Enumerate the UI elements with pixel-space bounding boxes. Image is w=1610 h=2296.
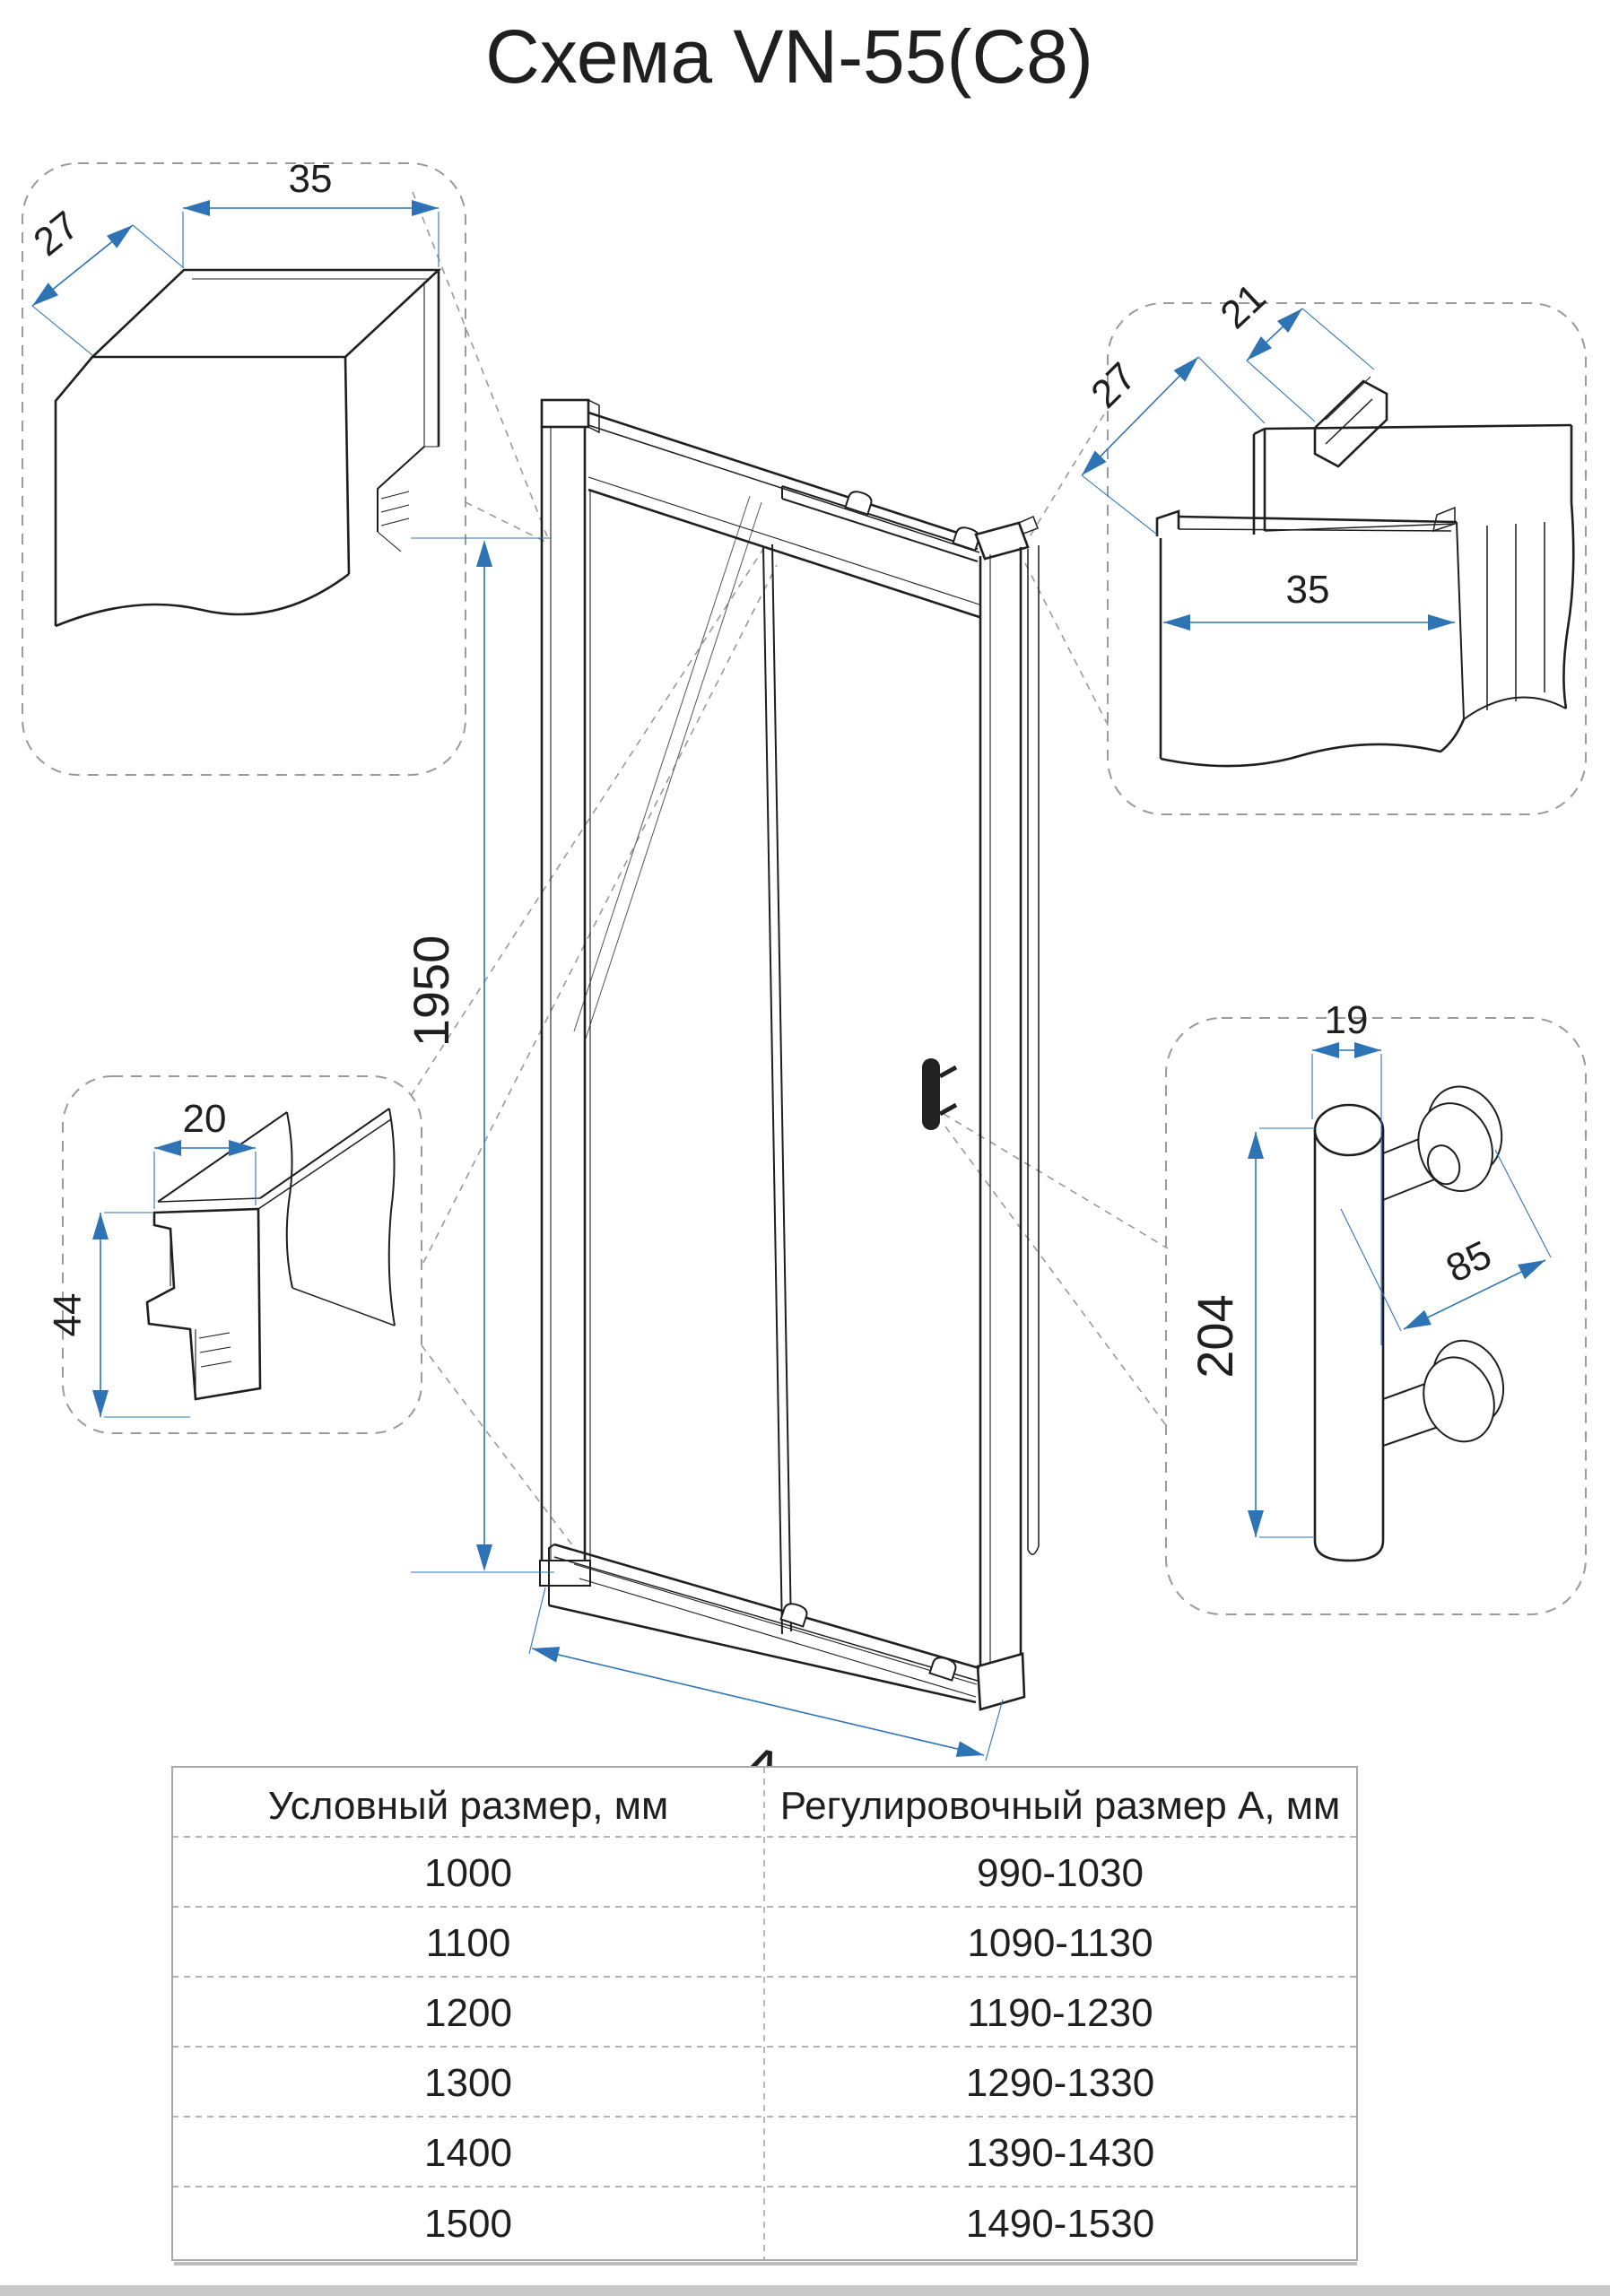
dim-arrow-icon <box>1248 1132 1264 1159</box>
dim-arrow-icon <box>1428 614 1455 631</box>
guide-bracket-icon <box>930 1656 958 1681</box>
dimension-tick <box>183 212 439 267</box>
table-cell-range: 1390-1430 <box>965 2131 1155 2175</box>
profile-depth-label: 27 <box>1083 354 1145 417</box>
leader-line <box>423 565 777 1263</box>
center-mullion <box>763 544 791 1634</box>
profile-line <box>1179 529 1451 531</box>
page-title: Схема VN-55(C8) <box>485 14 1093 99</box>
bottom-strip <box>0 2285 1610 2296</box>
left-post-cap <box>542 400 588 427</box>
handle-length-label: 204 <box>1187 1294 1243 1378</box>
bottom-rail-line <box>554 1557 978 1681</box>
leader-line <box>1025 563 1110 728</box>
profile-slot <box>378 447 424 532</box>
dim-arrow-icon <box>27 283 58 312</box>
bottom-rail-line <box>574 1564 977 1697</box>
table-header-size: Условный размер, мм <box>267 1784 669 1828</box>
leader-lines <box>411 192 1168 1550</box>
profile-torn-edge <box>56 574 349 626</box>
height-dimension <box>403 538 554 1572</box>
handle-detail <box>1187 998 1551 1561</box>
table-cell-range: 1090-1130 <box>967 1921 1153 1965</box>
profile-torn-edge <box>389 1109 395 1326</box>
dim-arrow-icon <box>183 200 210 216</box>
dim-arrow-icon <box>1163 614 1190 631</box>
rail-width-label: 20 <box>182 1097 227 1141</box>
leader-line <box>411 549 763 1096</box>
profile-line <box>345 357 349 574</box>
table-cell-size: 1500 <box>424 2202 512 2246</box>
handle-mount-top <box>1402 1076 1518 1202</box>
dimension-tick <box>1259 1128 1315 1537</box>
top-rail-upper-edge <box>588 413 979 540</box>
dim-arrow-icon <box>1354 1042 1381 1058</box>
table-cell-range: 1290-1330 <box>965 2061 1155 2105</box>
glass-reflection-line <box>586 502 761 1039</box>
profile-right-edge <box>1563 425 1573 709</box>
door-handle-stems <box>940 1067 956 1114</box>
height-dimension-label: 1950 <box>403 935 459 1048</box>
profile-width-label: 35 <box>1285 568 1330 612</box>
dim-arrow-icon <box>107 219 138 248</box>
rail-height-label: 44 <box>46 1292 90 1337</box>
profile-depth-label: 27 <box>25 203 88 265</box>
profile-top-edge <box>1265 425 1571 429</box>
bottom-rail-upper-edge <box>554 1544 979 1668</box>
top-left-profile-detail <box>25 157 439 626</box>
handle-diameter-label: 19 <box>1324 998 1369 1042</box>
profile-torn-edge <box>1161 719 1464 766</box>
top-right-callout-frame <box>1108 303 1586 814</box>
profile-line <box>258 1119 391 1209</box>
dim-arrow-icon <box>476 1544 492 1571</box>
dim-arrow-icon <box>956 1741 986 1762</box>
dim-arrow-icon <box>154 1140 181 1156</box>
handle-offset-label: 85 <box>1439 1232 1499 1292</box>
profile-line <box>158 1198 260 1202</box>
table-cell-size: 1000 <box>424 1851 512 1895</box>
leader-line <box>422 1345 576 1550</box>
profile-torn-edge <box>287 1112 292 1288</box>
profile-line <box>424 282 439 447</box>
handle-bar-top <box>1315 1105 1383 1155</box>
glass-reflection-line <box>574 496 750 1031</box>
top-rail-lower-edge <box>588 490 979 617</box>
profile-left-edge <box>56 357 92 626</box>
profile-width-label: 35 <box>288 157 333 201</box>
dim-arrow-icon <box>1518 1253 1549 1279</box>
dim-arrow-icon <box>476 540 492 567</box>
table-cell-range: 1190-1230 <box>967 1991 1153 2035</box>
top-rail-line <box>588 477 979 604</box>
bottom-rail-profile-detail <box>46 1097 395 1417</box>
right-wall-strip <box>1028 545 1039 1554</box>
dimension-tick <box>411 538 554 1572</box>
right-post-clip <box>1019 517 1038 534</box>
table-cell-size: 1200 <box>424 1991 512 2035</box>
profile-line <box>1457 522 1464 719</box>
leader-line <box>944 1114 1168 1248</box>
table-cell-range: 990-1030 <box>977 1851 1144 1895</box>
top-right-profile-detail <box>1076 275 1574 766</box>
door-handle <box>922 1058 940 1130</box>
profile-line <box>292 1288 395 1326</box>
handle-mount-bottom <box>1408 1331 1519 1452</box>
top-rail-line <box>588 425 979 552</box>
profile-lip <box>1157 511 1179 536</box>
profile-top-face <box>92 270 439 357</box>
dim-arrow-icon <box>530 1640 560 1662</box>
profile-clip-label: 21 <box>1212 274 1275 338</box>
table-cell-size: 1100 <box>425 1921 511 1965</box>
table-header-range: Регулировочный размер А, мм <box>779 1784 1341 1828</box>
dim-arrow-icon <box>92 1390 109 1417</box>
dim-arrow-icon <box>1248 1510 1264 1537</box>
leader-line <box>413 192 547 536</box>
profile-c-section <box>147 1209 260 1399</box>
handle-bar <box>1315 1130 1383 1561</box>
profile-line <box>1464 698 1566 720</box>
size-table <box>172 1767 1357 2264</box>
dim-arrow-icon <box>1400 1310 1432 1336</box>
dim-arrow-icon <box>412 200 439 216</box>
table-cell-size: 1300 <box>424 2061 512 2105</box>
dim-arrow-icon <box>92 1213 109 1239</box>
profile-side-lines <box>1487 522 1545 710</box>
profile-clip <box>1315 381 1387 466</box>
profile-hook <box>1433 508 1455 531</box>
table-cell-size: 1400 <box>424 2131 512 2175</box>
table-cell-range: 1490-1530 <box>965 2202 1155 2246</box>
guide-bracket-icon <box>781 1602 809 1627</box>
dim-arrow-icon <box>1312 1042 1339 1058</box>
door-drawing <box>540 400 1039 1709</box>
profile-line <box>1179 517 1457 522</box>
right-post-foot <box>978 1654 1024 1709</box>
leader-line <box>945 1126 1168 1428</box>
profile-slot-teeth <box>378 491 409 552</box>
left-post-foot <box>540 1561 590 1586</box>
